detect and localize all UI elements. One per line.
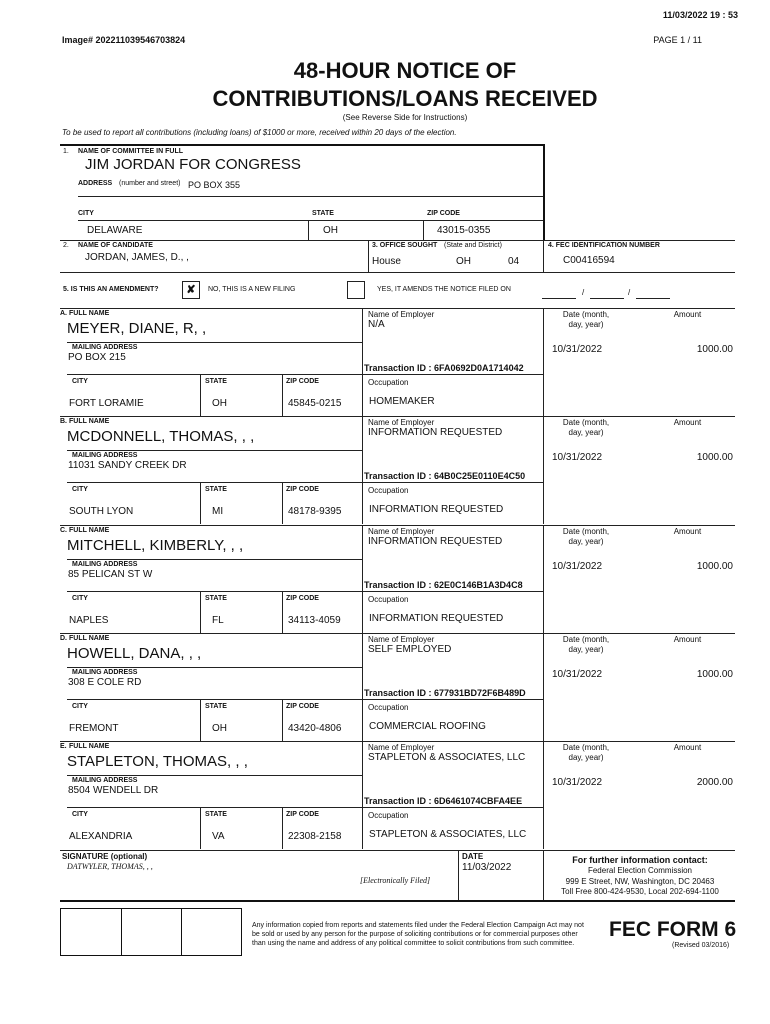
committee-name-label: NAME OF COMMITTEE IN FULL [78,148,183,155]
fec-id-label: 4. FEC IDENTIFICATION NUMBER [548,242,660,249]
contributor-name: MCDONNELL, THOMAS, , , [67,428,255,445]
electronically-filed: [Electronically Filed] [360,876,431,885]
date-label: Date (month, [562,743,610,752]
contributor-city: ALEXANDRIA [69,831,133,842]
entry-letter: B. [60,418,67,425]
contributor-employer: N/A [368,319,385,330]
office-use-box [60,908,242,956]
contributor-city: NAPLES [69,615,109,626]
yes-amends-checkbox[interactable] [347,281,365,299]
amount-label: Amount [673,527,702,536]
city-label: CITY [72,378,88,385]
divider [60,850,735,851]
divider [458,850,459,900]
contributor-address: PO BOX 215 [68,352,126,363]
title-line-1: 48-HOUR NOTICE OF [293,58,517,83]
entry-divider [60,741,735,742]
committee-name: JIM JORDAN FOR CONGRESS [85,156,301,173]
divider [543,850,544,900]
contributor-employer: INFORMATION REQUESTED [368,427,503,438]
divider [362,308,363,416]
office-state: OH [456,256,471,267]
committee-zip: 43015-0355 [437,225,491,236]
date-label: day, year) [568,537,604,546]
occupation-label: Occupation [368,486,409,495]
divider [67,559,362,560]
transaction-id: Transaction ID : 6D6461074CBFA4EE [364,796,523,806]
contribution-amount: 1000.00 [696,561,733,572]
mailing-address-label: MAILING ADDRESS [72,669,138,676]
contributor-name: MEYER, DIANE, R, , [67,320,207,337]
instructions-note: To be used to report all contributions (including loans) of $1000 or more, received within 20 days of the election. [62,128,457,137]
divider [67,374,362,375]
entry-letter: E. [60,743,67,750]
contributor-state: OH [212,723,227,734]
entry-divider [60,633,735,634]
contributor-occupation: COMMERCIAL ROOFING [369,721,486,732]
divider [78,220,543,221]
contributor-state: OH [212,398,227,409]
date-label: Date (month, [562,527,610,536]
contributor-address: 8504 WENDELL DR [68,785,159,796]
amount-label: Amount [673,635,702,644]
contribution-amount: 1000.00 [696,344,733,355]
contribution-amount: 1000.00 [696,452,733,463]
occupation-label: Occupation [368,811,409,820]
employer-label: Name of Employer [368,310,435,319]
contributor-occupation: HOMEMAKER [369,396,435,407]
committee-state: OH [323,225,338,236]
entry-letter: C. [60,527,67,534]
contributor-zip: 22308-2158 [288,831,342,842]
contact-phone: Toll Free 800-424-9530, Local 202-694-1100 [561,887,719,896]
footer-notice-2: be sold or used by any person for the purpose of soliciting contributions or for commercial purposes other [252,931,578,938]
divider [362,741,363,849]
occupation-label: Occupation [368,378,409,387]
amend-date-day-line [590,298,624,299]
title-line-2: CONTRIBUTIONS/LOANS RECEIVED [212,86,598,111]
mailing-address-label: MAILING ADDRESS [72,561,138,568]
divider [60,272,735,273]
divider [60,900,735,902]
divider [60,144,545,146]
contributor-zip: 34113-4059 [288,615,341,626]
divider [362,633,363,741]
divider [282,807,283,849]
divider [362,591,543,592]
divider [67,775,362,776]
divider [308,220,309,240]
city-label: CITY [72,703,88,710]
contribution-amount: 2000.00 [696,777,733,788]
contributor-zip: 45845-0215 [288,398,342,409]
committee-address-label: ADDRESS [78,180,113,187]
date-label: day, year) [568,645,604,654]
divider [362,416,363,524]
contributor-zip: 48178-9395 [288,506,342,517]
date-label: Date (month, [562,310,610,319]
contribution-amount: 1000.00 [696,669,733,680]
state-label: STATE [205,595,227,602]
footer-notice-1: Any information copied from reports and statements filed under the Federal Election Campaign Act may not [252,922,584,929]
committee-address-hint: (number and street) [119,180,181,187]
divider [200,482,201,524]
amendment-label: 5. IS THIS AN AMENDMENT? [63,286,159,293]
signature-name: DATWYLER, THOMAS, , , [67,862,153,871]
signature-date: 11/03/2022 [462,862,512,873]
full-name-label: FULL NAME [69,527,110,534]
contributor-employer: INFORMATION REQUESTED [368,536,503,547]
committee-state-label: STATE [312,210,334,217]
amount-label: Amount [673,418,702,427]
amend-date-month-line [542,298,576,299]
zip-label: ZIP CODE [286,378,319,385]
divider [67,482,362,483]
contributor-state: MI [212,506,224,517]
mailing-address-label: MAILING ADDRESS [72,452,138,459]
amount-label: Amount [673,310,702,319]
contributor-name: STAPLETON, THOMAS, , , [67,753,248,770]
transaction-id: Transaction ID : 6FA0692D0A1714042 [364,363,524,373]
employer-label: Name of Employer [368,418,435,427]
zip-label: ZIP CODE [286,703,319,710]
state-label: STATE [205,703,227,710]
divider [368,240,369,272]
contribution-date: 10/31/2022 [552,669,603,680]
committee-city: DELAWARE [87,225,143,236]
date-label: DATE [462,852,484,861]
contributor-address: 85 PELICAN ST W [68,569,153,580]
title-sub: (See Reverse Side for Instructions) [342,113,468,122]
contribution-date: 10/31/2022 [552,777,603,788]
full-name-label: FULL NAME [69,743,110,750]
divider [362,525,363,633]
contributor-employer: SELF EMPLOYED [368,644,452,655]
entry-divider [60,525,735,526]
divider [423,220,424,240]
state-label: STATE [205,811,227,818]
contact-title: For further information contact: [572,855,708,865]
employer-label: Name of Employer [368,743,435,752]
page-number: PAGE 1 / 11 [653,35,702,45]
office-district: 04 [508,256,520,267]
state-label: STATE [205,486,227,493]
contributor-city: FORT LORAMIE [69,398,144,409]
date-label: Date (month, [562,418,610,427]
office-label: 3. OFFICE SOUGHT [372,242,438,249]
divider [543,144,545,240]
candidate-name: JORDAN, JAMES, D., , [85,252,189,263]
divider [67,342,362,343]
form-revised: (Revised 03/2016) [672,942,730,949]
candidate-num: 2. [63,242,69,249]
mailing-address-label: MAILING ADDRESS [72,344,138,351]
date-label: day, year) [568,428,604,437]
divider [78,196,543,197]
employer-label: Name of Employer [368,635,435,644]
image-number: Image# 202211039546703824 [62,35,186,45]
divider [282,591,283,633]
divider [181,908,182,956]
divider [67,667,362,668]
transaction-id: Transaction ID : 62E0C146B1A3D4C8 [364,580,523,590]
entry-letter: D. [60,635,67,642]
divider [362,807,543,808]
contact-org: Federal Election Commission [587,866,693,875]
contributor-address: 308 E COLE RD [68,677,142,688]
divider [362,699,543,700]
occupation-label: Occupation [368,595,409,604]
city-label: CITY [72,811,88,818]
date-separator: / [582,288,585,297]
state-label: STATE [205,378,227,385]
occupation-label: Occupation [368,703,409,712]
contribution-date: 10/31/2022 [552,561,603,572]
contributor-employer: STAPLETON & ASSOCIATES, LLC [368,752,526,763]
divider [200,591,201,633]
candidate-name-label: NAME OF CANDIDATE [78,242,153,249]
contributor-state: FL [212,615,224,626]
office-hint: (State and District) [444,242,502,249]
contributor-occupation: INFORMATION REQUESTED [369,613,504,624]
divider [543,240,544,272]
transaction-id: Transaction ID : 677931BD72F6B489D [364,688,526,698]
committee-city-label: CITY [78,210,94,217]
fec-id: C00416594 [563,255,615,266]
amend-date-year-line [636,298,670,299]
no-new-filing-label: NO, THIS IS A NEW FILING [208,286,296,293]
committee-address: PO BOX 355 [188,180,241,190]
divider [282,482,283,524]
divider [67,699,362,700]
contributor-city: SOUTH LYON [69,506,134,517]
divider [362,374,543,375]
transaction-id: Transaction ID : 64B0C25E0110E4C50 [364,471,526,481]
fec-form-number: FEC FORM 6 [609,918,737,941]
divider [60,240,735,241]
committee-zip-label: ZIP CODE [427,210,460,217]
employer-label: Name of Employer [368,527,435,536]
contributor-zip: 43420-4806 [288,723,342,734]
contribution-date: 10/31/2022 [552,452,603,463]
divider [200,374,201,416]
date-label: day, year) [568,753,604,762]
contributor-address: 11031 SANDY CREEK DR [68,460,187,471]
divider [67,591,362,592]
footer-notice-3: than using the name and address of any political committee to solicit contributions from such committee. [252,940,575,947]
divider [67,807,362,808]
contributor-name: MITCHELL, KIMBERLY, , , [67,537,244,554]
city-label: CITY [72,595,88,602]
divider [67,450,362,451]
divider [362,482,543,483]
contact-address: 999 E Street, NW, Washington, DC 20463 [565,877,715,886]
office-sought: House [372,256,401,267]
signature-label: SIGNATURE (optional) [62,852,148,861]
zip-label: ZIP CODE [286,811,319,818]
city-label: CITY [72,486,88,493]
zip-label: ZIP CODE [286,595,319,602]
full-name-label: FULL NAME [69,418,110,425]
contributor-state: VA [212,831,225,842]
divider [282,699,283,741]
date-separator: / [628,288,631,297]
contributor-occupation: INFORMATION REQUESTED [369,504,504,515]
amount-label: Amount [673,743,702,752]
committee-num: 1. [63,148,69,155]
entry-divider [60,416,735,417]
no-new-filing-checkbox[interactable]: ✘ [182,281,200,299]
date-label: Date (month, [562,635,610,644]
entry-letter: A. [60,310,67,317]
full-name-label: FULL NAME [69,310,110,317]
divider [200,699,201,741]
mailing-address-label: MAILING ADDRESS [72,777,138,784]
divider [200,807,201,849]
yes-amends-label: YES, IT AMENDS THE NOTICE FILED ON [377,286,511,293]
full-name-label: FULL NAME [69,635,110,642]
entry-divider [60,308,735,309]
divider [121,908,122,956]
contributor-occupation: STAPLETON & ASSOCIATES, LLC [369,829,527,840]
contribution-date: 10/31/2022 [552,344,603,355]
contributor-city: FREMONT [69,723,119,734]
divider [282,374,283,416]
date-label: day, year) [568,320,604,329]
timestamp: 11/03/2022 19 : 53 [662,10,738,20]
contributor-name: HOWELL, DANA, , , [67,645,202,662]
zip-label: ZIP CODE [286,486,319,493]
